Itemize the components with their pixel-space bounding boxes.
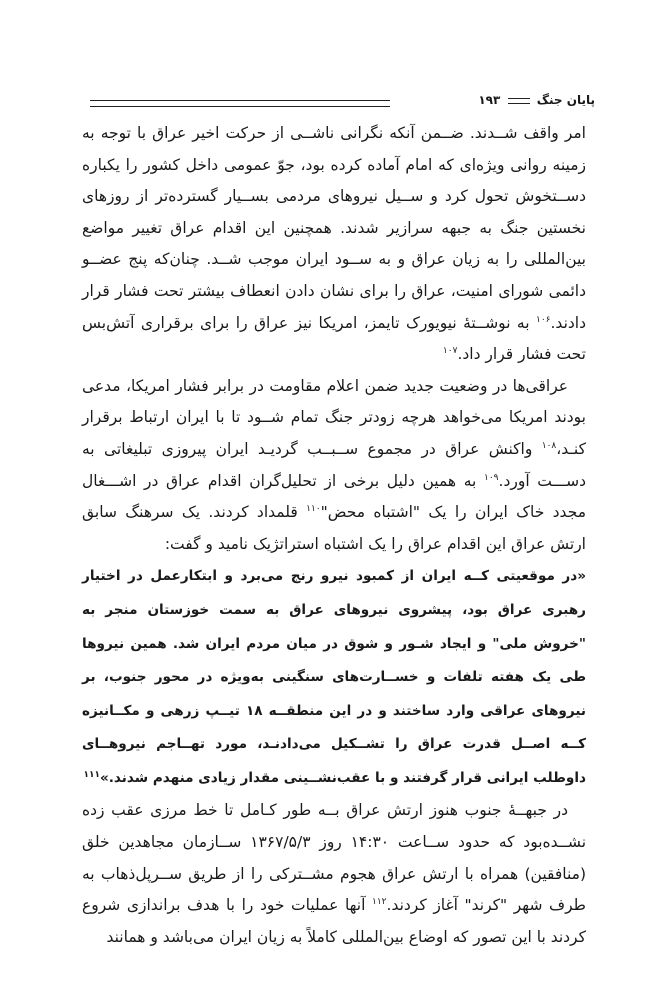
paragraph-text: در جبهــهٔ جنوب هنوز ارتش عراق بــه طور کـامل تا خط مرزی عقب زده نشــده‌بود که حدود ســاعت ۱۴:۳۰ روز ۱۳۶۷/۵/۳ ســازمان مجاهدین خلق (منافقین) همراه با ارتش عراق هجوم مشــترکی را از طریق ســرپل‌ذهاب به طرف شهر "کرند" آغاز کردند. (82, 801, 587, 915)
paragraph-text: امر واقف شــدند. ضــمن آنکه نگرانی ناشــی از حرکت اخیر عراق با توجه به زمینه روانی ویژه‌ای که امام آماده کرده بود، جوّ عمومی داخل کشور را یکباره دســتخوش تحول کرد و ســیل نیروهای مردمی بســیار گسترده‌تر از روزهای نخستین جنگ به جبهه سرازیر شدند. همچنین این اقدام عراق تغییر مواضع بین‌المللی را به زیان عراق و به ســود ایران موجب شــد. چنان‌که پنج عضــو دائمی شورای امنیت، عراق را برای نشان دادن انعطاف بیشتر تحت فشار قرار دادند. (82, 124, 586, 332)
running-title: پایان جنگ (536, 93, 595, 107)
quote-text: «در موقعیتی کــه ایران از کمبود نیرو رنج می‌برد و ابتکارعمل در اختیار رهبری عراق بود، پیشروی نیروهای عراق به سمت خوزستان منجر به "خروش ملی" و ایجاد شـور و شوق در میان مردم ایران شد. همین نیروها طی یک هفته تلفات و خســارت‌های سنگینی به‌ویژه در محور جنوب، بر نیروهای عراقی وارد ساختند و در این منطقــه ۱۸ تیــپ زرهی و مکــانیزه کــه اصــل قدرت عراق را تشــکیل می‌دادنـد، مورد تهــاجم نیروهــای داوطلب ایرانی قرار گرفتند و با عقب‌نشــینی مقدار زیادی منهدم شدند.» (82, 568, 586, 786)
footnote-ref: ۱۱۲ (372, 897, 387, 908)
paragraph-text: قلمداد کردند. یک سرهنگ سابق ارتش عراق این اقدام عراق را یک اشتباه استراتژیک نامید و گفت: (82, 503, 586, 553)
paragraph-text: به نوشــتهٔ نیویورک تایمز، امریکا نیز عراق را برای برقراری آتش‌بس تحت فشار قرار داد. (82, 313, 586, 364)
paragraph-text: عراقی‌ها در وضعیت جدید ضمن اعلام مقاومت در برابر فشار امریکا، مدعی بودند امریکا می‌خواهد هرچه زودتر جنگ تمام شــود تا با ایران ارتباط برقرار کنـد، (82, 376, 586, 458)
footnote-ref: ۱۰۹ (484, 472, 499, 483)
footnote-ref: ۱۱۱ (83, 769, 100, 780)
paragraph-text: واکنش عراق در مجموع ســبــب گردیـد ایران پیروزی تبلیغاتی به دســـت آورد. (82, 439, 586, 490)
paragraph-1 (82, 118, 586, 371)
running-header (90, 95, 595, 111)
paragraph-2 (82, 371, 586, 561)
page-number: ۱۹۳ (478, 93, 501, 107)
paragraph-text: آنها عملیات خود را با هدف براندازی شروع کردند با این تصور که اوضاع بین‌المللی کاملاً به زیان ایران می‌باشد و همانند (82, 896, 586, 946)
footnote-ref: ۱۰۷ (442, 346, 458, 357)
footnote-ref: ۱۱۰ (306, 504, 321, 515)
block-quote (82, 560, 586, 795)
footnote-ref: ۱۰۸ (541, 440, 557, 451)
paragraph-3 (82, 795, 586, 953)
paragraph-text: به همین دلیل برخی از تحلیل‌گران اقدام عراق در اشـــغال مجدد خاک ایران را یک "اشتباه محض" (82, 471, 587, 522)
header-label (478, 93, 595, 107)
header-rule (90, 100, 390, 107)
header-separator (508, 98, 530, 104)
footnote-ref: ۱۰۶ (535, 314, 551, 325)
page-body (82, 118, 586, 953)
